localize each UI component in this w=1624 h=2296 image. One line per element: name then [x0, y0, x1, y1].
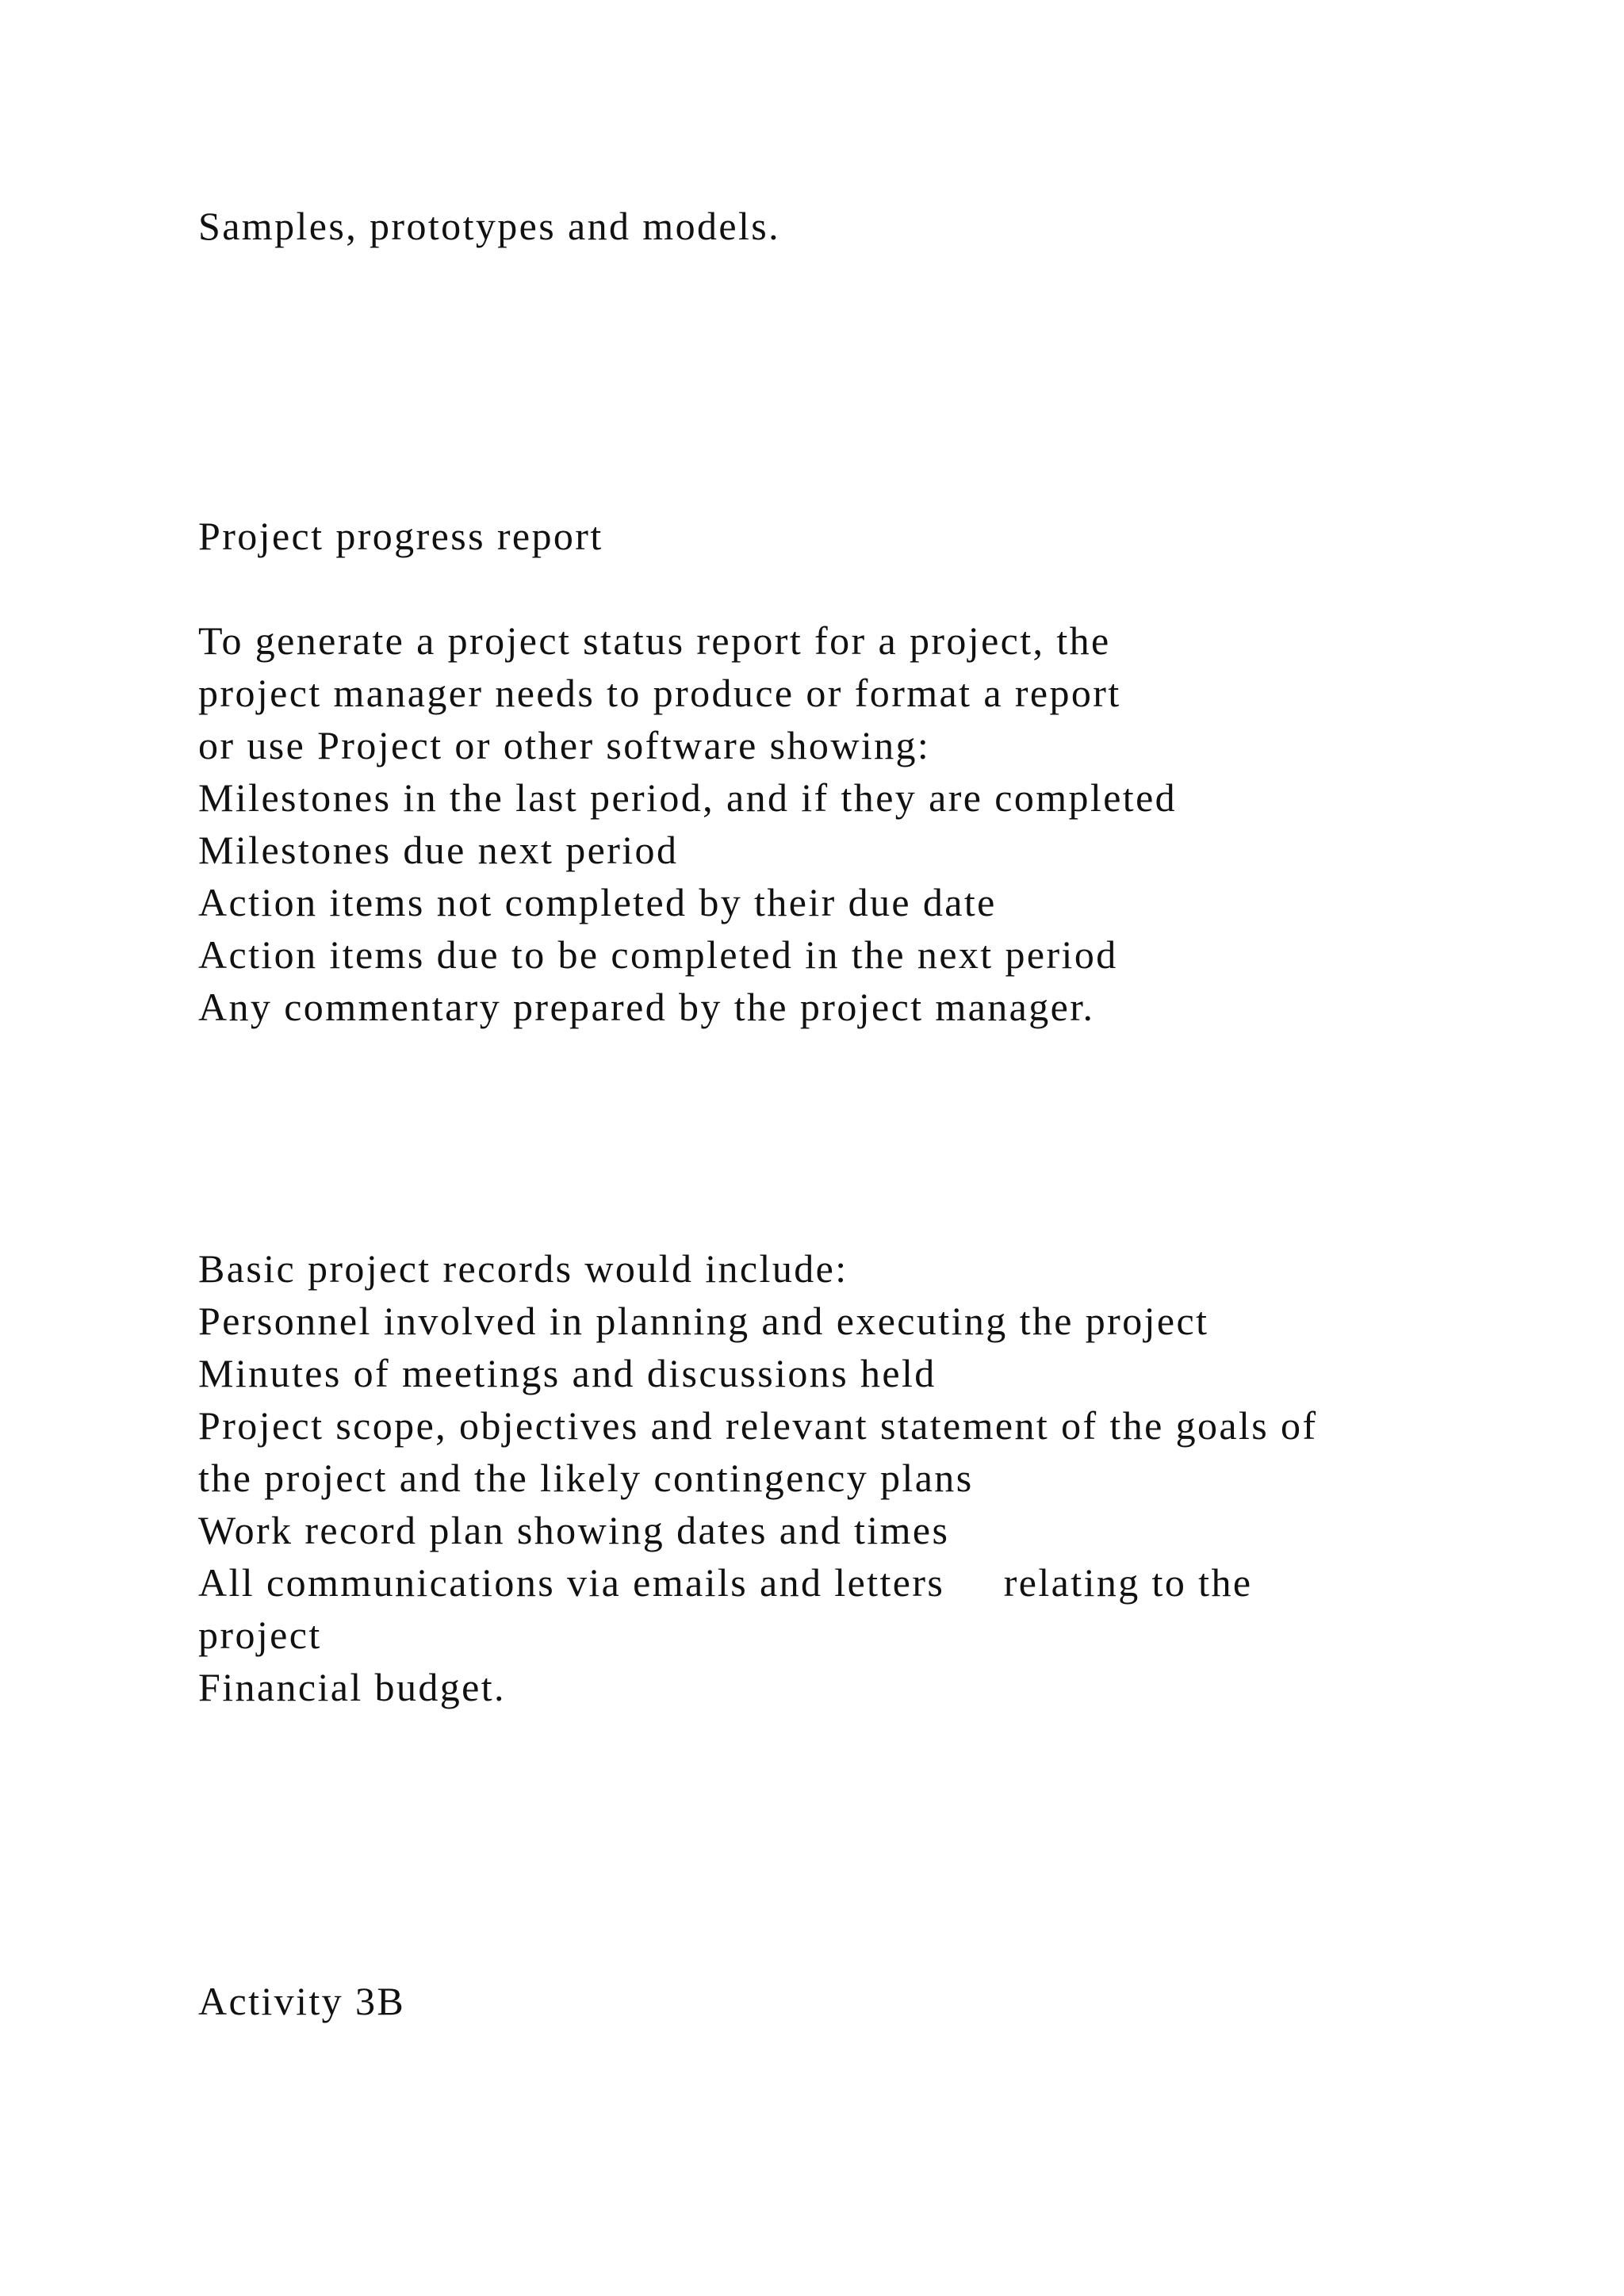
records-item: the project and the likely contingency plans [198, 1456, 974, 1500]
records-item: Project scope, objectives and relevant statement of the goals of [198, 1403, 1318, 1448]
progress-item: Action items not completed by their due date [198, 880, 997, 924]
progress-intro-line: project manager needs to produce or format a report [198, 671, 1121, 715]
progress-item: Milestones in the last period, and if they are completed [198, 775, 1178, 820]
records-item: Minutes of meetings and discussions held [198, 1351, 936, 1395]
records-item: Work record plan showing dates and times [198, 1508, 950, 1552]
records-item: All communications via emails and letters relating to the [198, 1560, 1253, 1605]
progress-intro-line: or use Project or other software showing: [198, 723, 931, 767]
samples-line: Samples, prototypes and models. [198, 204, 781, 248]
progress-item: Action items due to be completed in the next period [198, 932, 1118, 977]
progress-report-heading: Project progress report [198, 514, 603, 558]
records-item: Personnel involved in planning and executing the project [198, 1299, 1209, 1343]
progress-intro-line: To generate a project status report for a project, the [198, 618, 1111, 663]
records-heading: Basic project records would include: [198, 1246, 848, 1291]
records-item: project [198, 1613, 322, 1657]
progress-item: Any commentary prepared by the project manager. [198, 985, 1095, 1029]
activity-heading: Activity 3B [198, 1979, 406, 2023]
progress-item: Milestones due next period [198, 828, 679, 872]
records-item: Financial budget. [198, 1665, 506, 1709]
